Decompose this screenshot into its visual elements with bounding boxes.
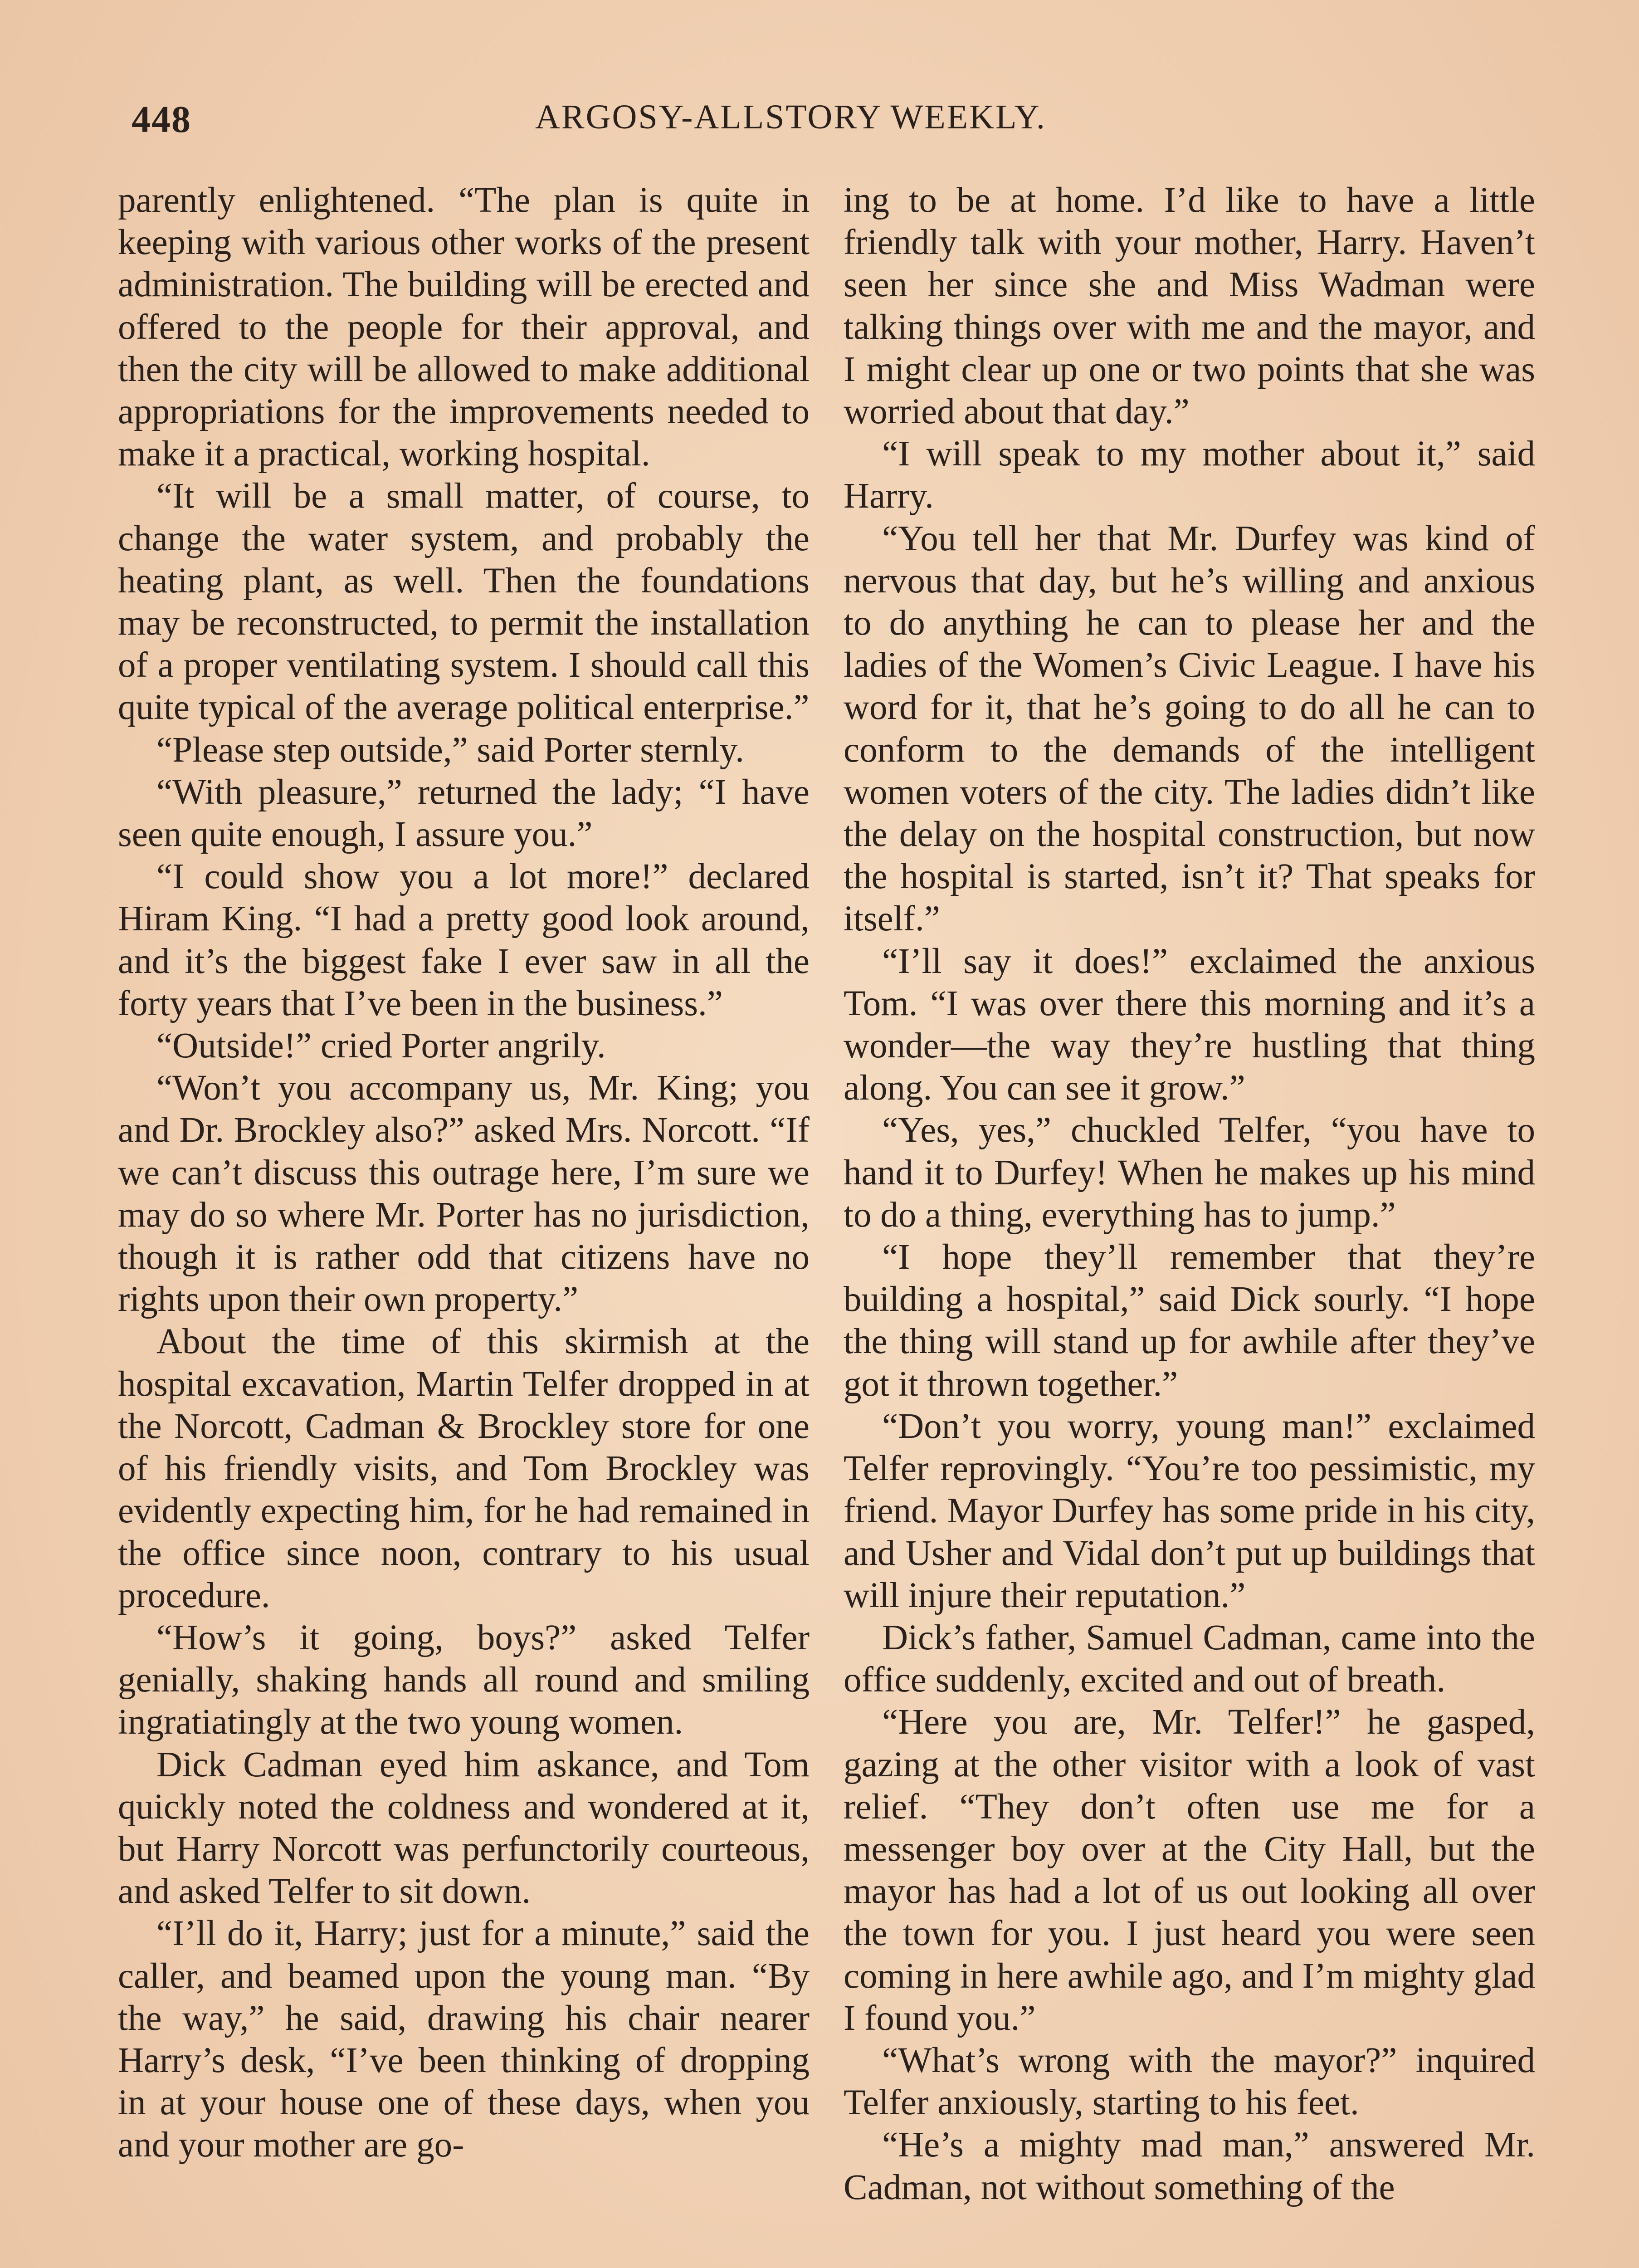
paragraph: “It will be a small matter, of course, to change the water system, and probably the heating plant, as well. Then the foundations may be reconstructed, to permit the installation of a proper ventilating system. I should call this quite typical of the average political enterprise.” [118, 476, 810, 728]
text-column-right [844, 179, 1535, 2209]
running-head: ARGOSY-ALLSTORY WEEKLY. [535, 98, 1046, 136]
paragraph: “I hope they’ll remember that they’re building a hospital,” said Dick sourly. “I hope the thing will stand up for awhile after they’ve got it thrown together.” [844, 1237, 1535, 1404]
paragraph: “He’s a mighty mad man,” answered Mr. Cadman, not without something of the [844, 2125, 1535, 2207]
paragraph: “Here you are, Mr. Telfer!” he gasped, gazing at the other visitor with a look of vast relief. “They don’t often use me for a messenger boy over at the City Hall, but the mayor has had a lot of us out looking all over the town for you. I just heard you were seen coming in here awhile ago, and I’m mighty glad I found you.” [844, 1702, 1535, 2038]
paragraph: About the time of this skirmish at the hospital excavation, Martin Telfer dropped in at the Norcott, Cadman & Brockley store for one of his friendly visits, and Tom Brockley was evidently expecting him, for he had remained in the office since noon, contrary to his usual procedure. [118, 1322, 810, 1615]
text-column-left [118, 179, 810, 2166]
paragraph: Dick’s father, Samuel Cadman, came into the office suddenly, excited and out of breath. [844, 1618, 1535, 1700]
paragraph: “What’s wrong with the mayor?” inquired Telfer anxiously, starting to his feet. [844, 2040, 1535, 2123]
paragraph: Dick Cadman eyed him askance, and Tom quickly noted the coldness and wondered at it, but Harry Norcott was perfunctorily courteous, and asked Telfer to sit down. [118, 1745, 810, 1911]
paragraph: “Yes, yes,” chuckled Telfer, “you have to hand it to Durfey! When he makes up his mind to do a thing, everything has to jump.” [844, 1110, 1535, 1235]
page-number: 448 [132, 98, 191, 141]
paragraph: “I’ll say it does!” exclaimed the anxious Tom. “I was over there this morning and it’s a wonder—the way they’re hustling that thing along. You can see it grow.” [844, 941, 1535, 1108]
paragraph: “I could show you a lot more!” declared Hiram King. “I had a pretty good look around, and it’s the biggest fake I ever saw in all the forty years that I’ve been in the business.” [118, 857, 810, 1023]
paragraph: parently enlightened. “The plan is quite in keeping with various other works of the present administration. The building will be erected and offered to the people for their approval, and then the city will be allowed to make additional appropriations for the improvements needed to make it a practical, working hospital. [118, 181, 810, 474]
paragraph: “I’ll do it, Harry; just for a minute,” said the caller, and beamed upon the young man. “By the way,” he said, drawing his chair nearer Harry’s desk, “I’ve been thinking of dropping in at your house one of these days, when you and your mother are go- [118, 1914, 810, 2165]
paragraph: ing to be at home. I’d like to have a little friendly talk with your mother, Harry. Haven’t seen her since she and Miss Wadman were talking things over with me and the mayor, and I might clear up one or two points that she was worried about that day.” [844, 181, 1535, 432]
paragraph: “Outside!” cried Porter angrily. [156, 1026, 606, 1066]
paragraph: “Please step outside,” said Porter sternly. [156, 730, 744, 770]
paragraph: “Won’t you accompany us, Mr. King; you and Dr. Brockley also?” asked Mrs. Norcott. “If we can’t discuss this outrage here, I’m sure we may do so where Mr. Porter has no jurisdiction, though it is rather odd that citizens have no rights upon their own property.” [118, 1068, 810, 1320]
paragraph: “How’s it going, boys?” asked Telfer genially, shaking hands all round and smiling ingratiatingly at the two young women. [118, 1618, 810, 1742]
paragraph: “I will speak to my mother about it,” said Harry. [844, 434, 1535, 516]
paragraph: “Don’t you worry, young man!” exclaimed Telfer reprovingly. “You’re too pessimistic, my friend. Mayor Durfey has some pride in his city, and Usher and Vidal don’t put up buildings that will injure their reputation.” [844, 1406, 1535, 1615]
paragraph: “You tell her that Mr. Durfey was kind of nervous that day, but he’s willing and anxious to do anything he can to please her and the ladies of the Women’s Civic League. I have his word for it, that he’s going to do all he can to conform to the demands of the intelligent women voters of the city. The ladies didn’t like the delay on the hospital construction, but now the hospital is started, isn’t it? That speaks for itself.” [844, 518, 1535, 939]
paragraph: “With pleasure,” returned the lady; “I have seen quite enough, I assure you.” [118, 772, 810, 855]
